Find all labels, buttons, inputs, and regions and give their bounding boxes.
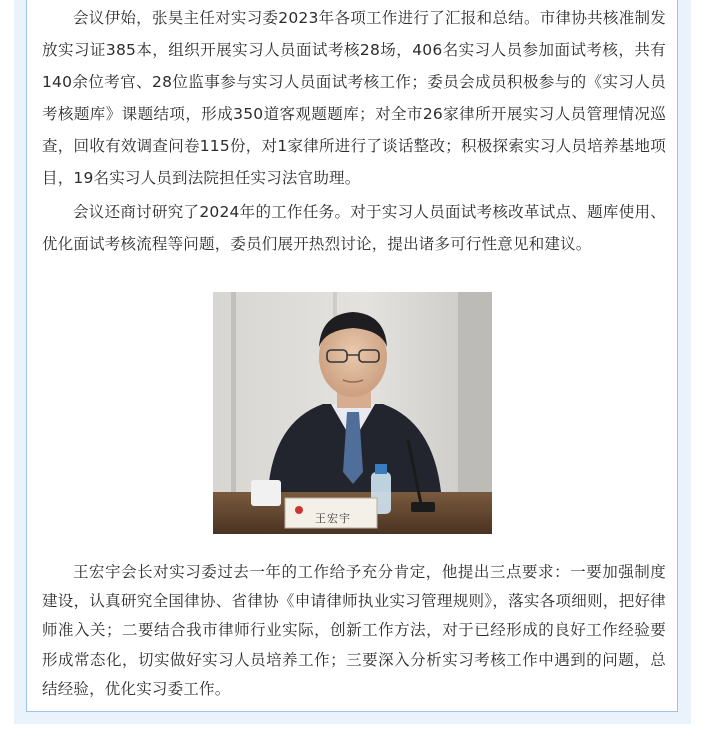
paragraph-meeting-summary: 会议伊始，张昊主任对实习委2023年各项工作进行了汇报和总结。市律协共核准制发放实习证385本，组织开展实习人员面试考核28场，406名实习人员参加面试考核，共有140余位考官、28位监事参与实习人员面试考核工作；委员会成员积极参与的《实习人员考核题库》课题结项，形成350道客观题题库；对全市26家律所开展实习人员管理情况巡查，回收有效调查问卷115份，对1家律所进行了谈话整改；积极探索实习人员培养基地项目，19名实习人员到法院担任实习法官助理。: [42, 9, 666, 187]
speaker-photo-image: [213, 292, 492, 534]
paragraph-president-remarks: 王宏宇会长对实习委过去一年的工作给予充分肯定，他提出三点要求：一要加强制度建设，认真研究全国律协、省律协《申请律师执业实习管理规则》，落实各项细则，把好律师准入关；二要结合我市律师行业实际，创新工作方法，对于已经形成的良好工作经验要形成常态化，切实做好实习人员培养工作；三要深入分析实习考核工作中遇到的问题，总结经验，优化实习委工作。: [42, 563, 666, 698]
speaker-photo: [213, 292, 492, 534]
paragraph-2024-tasks: 会议还商讨研究了2024年的工作任务。对于实习人员面试考核改革试点、题库使用、优化面试考核流程等问题，委员们展开热烈讨论，提出诸多可行性意见和建议。: [42, 203, 666, 253]
nameplate-text: 王宏宇: [315, 512, 351, 525]
